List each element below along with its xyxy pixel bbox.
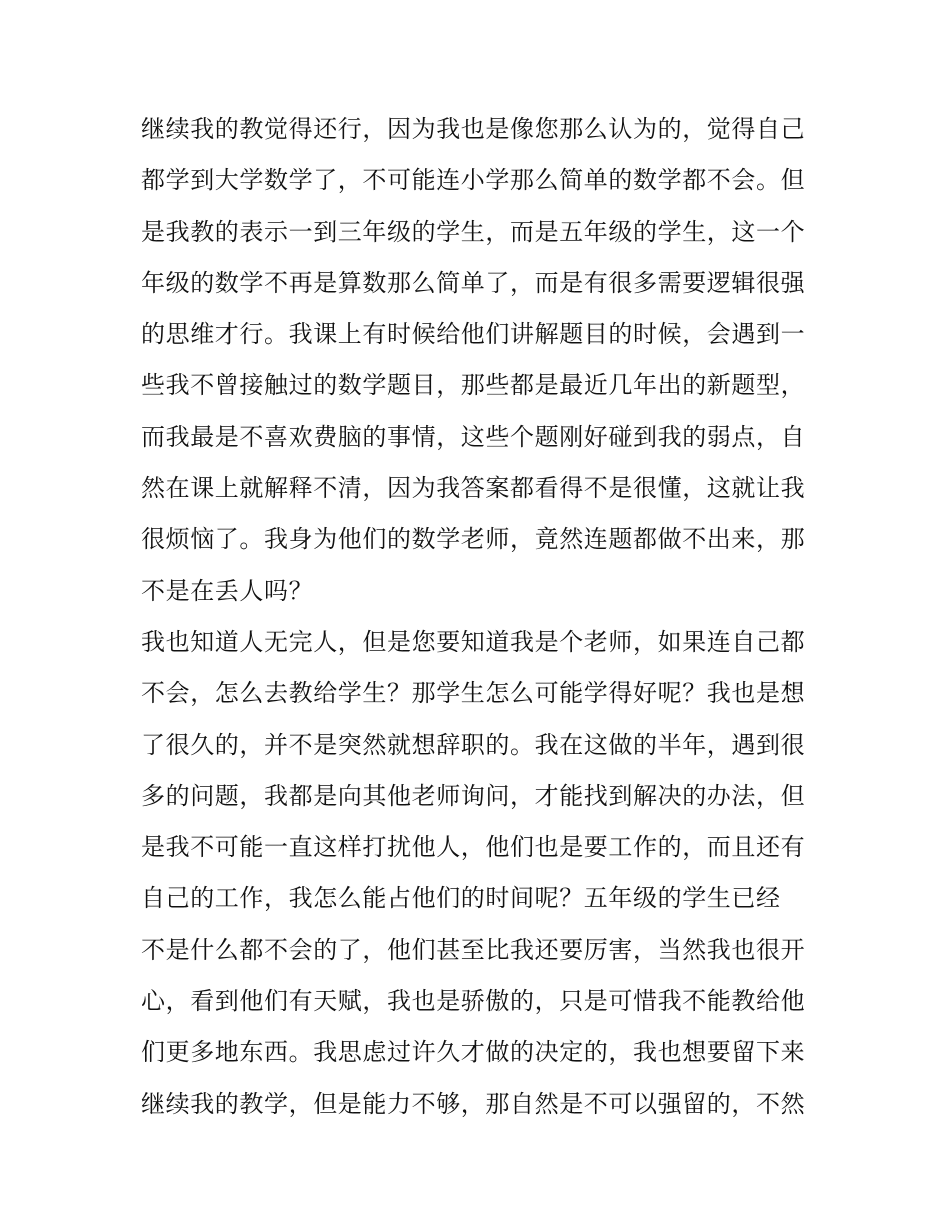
text-line: 心，看到他们有天赋，我也是骄傲的，只是可惜我不能教给他 xyxy=(141,987,806,1016)
text-line: 继续我的教觉得还行，因为我也是像您那么认为的，觉得自己 xyxy=(141,115,806,143)
text-line: 自己的工作，我怎么能占他们的时间呢？五年级的学生已经 xyxy=(141,884,781,913)
text-line: 不是在丢人吗？ xyxy=(141,576,314,605)
text-line: 都学到大学数学了，不可能连小学那么简单的数学都不会。但 xyxy=(141,166,806,195)
text-line: 是我教的表示一到三年级的学生，而是五年级的学生，这一个 xyxy=(141,217,806,246)
text-line: 是我不可能一直这样打扰他人，他们也是要工作的，而且还有 xyxy=(141,833,806,862)
text-line: 而我最是不喜欢费脑的事情，这些个题刚好碰到我的弱点，自 xyxy=(141,422,806,451)
text-line: 些我不曾接触过的数学题目，那些都是最近几年出的新题型， xyxy=(141,371,806,400)
body-text xyxy=(141,110,821,1136)
text-line: 年级的数学不再是算数那么简单了，而是有很多需要逻辑很强 xyxy=(141,268,806,297)
text-line: 的思维才行。我课上有时候给他们讲解题目的时候，会遇到一 xyxy=(141,320,806,349)
text-line: 了很久的，并不是突然就想辞职的。我在这做的半年，遇到很 xyxy=(141,730,806,759)
text-line: 们更多地东西。我思虑过许久才做的决定的，我也想要留下来 xyxy=(141,1038,806,1067)
text-line: 很烦恼了。我身为他们的数学老师，竟然连题都做不出来，那 xyxy=(141,525,806,554)
text-line: 我也知道人无完人，但是您要知道我是个老师，如果连自己都 xyxy=(141,627,806,656)
text-line: 继续我的教学，但是能力不够，那自然是不可以强留的，不然 xyxy=(141,1089,806,1118)
text-line: 不是什么都不会的了，他们甚至比我还要厉害，当然我也很开 xyxy=(141,935,806,964)
text-line: 不会，怎么去教给学生？那学生怎么可能学得好呢？我也是想 xyxy=(141,679,806,708)
text-line: 然在课上就解释不清，因为我答案都看得不是很懂，这就让我 xyxy=(141,474,806,503)
text-line: 多的问题，我都是向其他老师询问，才能找到解决的办法，但 xyxy=(141,781,806,810)
